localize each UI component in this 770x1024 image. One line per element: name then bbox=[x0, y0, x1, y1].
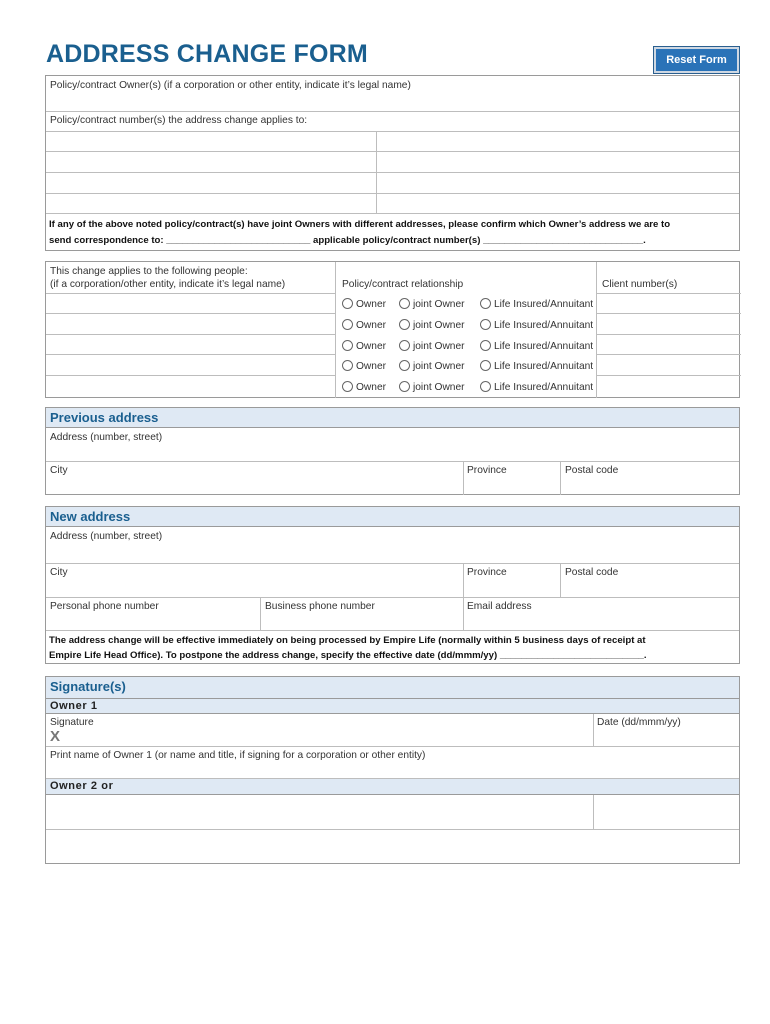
people-section bbox=[45, 261, 740, 398]
client-number-row[interactable] bbox=[596, 314, 741, 335]
new-province-field[interactable] bbox=[464, 564, 560, 598]
reset-form-button[interactable]: Reset Form bbox=[654, 47, 739, 73]
policy-number-label-row bbox=[46, 112, 739, 132]
personal-phone-label: Personal phone number bbox=[50, 601, 159, 612]
email-label: Email address bbox=[467, 601, 532, 612]
radio-label: Life Insured/Annuitant bbox=[494, 320, 594, 331]
previous-province-label: Province bbox=[467, 465, 507, 476]
owner2-date-field[interactable] bbox=[594, 795, 740, 830]
previous-postal-label: Postal code bbox=[565, 465, 619, 476]
previous-city-label: City bbox=[50, 465, 68, 476]
owner-radio[interactable] bbox=[342, 298, 353, 309]
owner-radio[interactable] bbox=[342, 319, 353, 330]
policy-owner-field[interactable] bbox=[46, 92, 739, 112]
signatures-section bbox=[45, 676, 740, 864]
effective-note-line1: The address change will be effective immediately on being processed by Empire Life (normally within 5 business days of receipt at bbox=[49, 635, 646, 646]
radio-label: Life Insured/Annuitant bbox=[494, 341, 594, 352]
person-row[interactable] bbox=[46, 355, 335, 376]
person-row[interactable] bbox=[46, 314, 335, 335]
new-address-header bbox=[46, 507, 739, 527]
policy-owner-label: Policy/contract Owner(s) (if a corporation or other entity, indicate it’s legal name) bbox=[50, 80, 411, 91]
effective-date-field[interactable] bbox=[566, 648, 731, 662]
radio-label: Owner bbox=[356, 320, 387, 331]
owner2-subheader bbox=[46, 779, 739, 795]
radio-label: joint Owner bbox=[413, 320, 465, 331]
radio-label: joint Owner bbox=[413, 361, 465, 372]
radio-label: joint Owner bbox=[413, 341, 465, 352]
business-phone-label: Business phone number bbox=[265, 601, 375, 612]
client-number-row[interactable] bbox=[596, 293, 741, 314]
owner1-label: Owner 1 bbox=[50, 700, 98, 712]
joint-owner-radio[interactable] bbox=[399, 340, 410, 351]
joint-owner-note-line1: If any of the above noted policy/contract(s) have joint Owners with different addresses, please confirm which Owner’s address we are to bbox=[49, 219, 671, 230]
policy-number-fields-right[interactable] bbox=[377, 132, 740, 214]
joint-owner-note-line2: send correspondence to: ___________________________ applicable policy/contract number(s) ______________________________. bbox=[49, 235, 646, 246]
joint-owner-radio[interactable] bbox=[399, 360, 410, 371]
previous-city-field[interactable] bbox=[46, 462, 463, 495]
client-number-row[interactable] bbox=[596, 335, 741, 355]
radio-label: Life Insured/Annuitant bbox=[494, 382, 594, 393]
column-divider bbox=[335, 262, 336, 398]
signatures-header bbox=[46, 677, 739, 698]
client-number-row[interactable] bbox=[596, 355, 741, 376]
print-name-label: Print name of Owner 1 (or name and title, if signing for a corporation or other entity) bbox=[50, 750, 426, 761]
email-field[interactable] bbox=[464, 598, 740, 631]
life-insured-radio[interactable] bbox=[480, 298, 491, 309]
new-province-label: Province bbox=[467, 567, 507, 578]
client-number-row[interactable] bbox=[596, 376, 741, 398]
radio-label: Life Insured/Annuitant bbox=[494, 361, 594, 372]
previous-address-header bbox=[46, 408, 739, 428]
radio-label: Owner bbox=[356, 361, 387, 372]
previous-postal-field[interactable] bbox=[561, 462, 740, 495]
person-row[interactable] bbox=[46, 293, 335, 314]
signatures-title: Signature(s) bbox=[50, 679, 126, 694]
previous-address-section bbox=[45, 407, 740, 495]
owner-radio[interactable] bbox=[342, 340, 353, 351]
policy-number-label: Policy/contract number(s) the address change applies to: bbox=[50, 115, 308, 126]
joint-owner-radio[interactable] bbox=[399, 381, 410, 392]
new-city-field[interactable] bbox=[46, 564, 463, 598]
previous-province-field[interactable] bbox=[464, 462, 560, 495]
joint-owner-radio[interactable] bbox=[399, 298, 410, 309]
joint-owner-radio[interactable] bbox=[399, 319, 410, 330]
relationship-header: Policy/contract relationship bbox=[342, 279, 464, 290]
person-row[interactable] bbox=[46, 335, 335, 355]
new-city-label: City bbox=[50, 567, 68, 578]
new-address-title: New address bbox=[50, 509, 131, 524]
personal-phone-field[interactable] bbox=[46, 598, 260, 631]
owner1-date-field[interactable] bbox=[594, 714, 740, 747]
previous-street-label: Address (number, street) bbox=[50, 432, 163, 443]
owner-radio[interactable] bbox=[342, 360, 353, 371]
new-postal-field[interactable] bbox=[561, 564, 740, 598]
life-insured-radio[interactable] bbox=[480, 381, 491, 392]
owner2-label: Owner 2 or bbox=[50, 780, 114, 792]
owner1-subheader bbox=[46, 698, 739, 714]
life-insured-radio[interactable] bbox=[480, 319, 491, 330]
life-insured-radio[interactable] bbox=[480, 340, 491, 351]
signature-x-mark: X bbox=[50, 728, 61, 745]
policy-number-fields-left[interactable] bbox=[46, 132, 376, 214]
client-number-header: Client number(s) bbox=[602, 279, 678, 290]
radio-label: Owner bbox=[356, 382, 387, 393]
previous-address-title: Previous address bbox=[50, 410, 159, 425]
new-street-label: Address (number, street) bbox=[50, 531, 163, 542]
radio-label: joint Owner bbox=[413, 299, 465, 310]
owner2-signature-field[interactable] bbox=[46, 795, 593, 830]
owner-radio[interactable] bbox=[342, 381, 353, 392]
business-phone-field[interactable] bbox=[261, 598, 463, 631]
new-postal-label: Postal code bbox=[565, 567, 619, 578]
new-address-section bbox=[45, 506, 740, 664]
people-label: This change applies to the following people: bbox=[50, 266, 248, 277]
person-row[interactable] bbox=[46, 376, 335, 398]
owner1-signature-field[interactable] bbox=[46, 714, 593, 747]
radio-label: Owner bbox=[356, 341, 387, 352]
radio-label: Life Insured/Annuitant bbox=[494, 299, 594, 310]
date-label: Date (dd/mmm/yy) bbox=[597, 717, 681, 728]
policy-section bbox=[45, 75, 740, 251]
radio-label: joint Owner bbox=[413, 382, 465, 393]
page-title: ADDRESS CHANGE FORM bbox=[46, 40, 368, 68]
effective-note-line2: Empire Life Head Office). To postpone the address change, specify the effective date (dd/mmm/yy) ___________________________. bbox=[49, 650, 647, 661]
radio-label: Owner bbox=[356, 299, 387, 310]
owner2-print-name-field[interactable] bbox=[46, 830, 739, 864]
life-insured-radio[interactable] bbox=[480, 360, 491, 371]
people-sublabel: (if a corporation/other entity, indicate it’s legal name) bbox=[50, 279, 286, 290]
signature-label: Signature bbox=[50, 717, 94, 728]
